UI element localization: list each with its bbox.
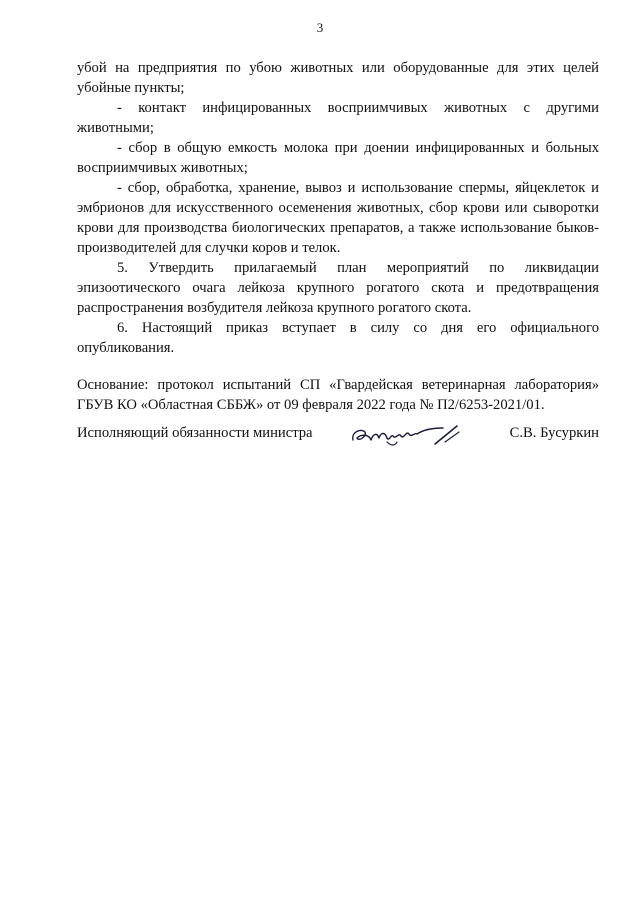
signatory-position: Исполняющий обязанности министра <box>77 425 313 441</box>
paragraph-slaughter: убой на предприятия по убою животных или оборудованные для этих целей убойные пункты; <box>77 60 599 96</box>
signature-block <box>77 420 599 450</box>
basis-paragraph: Основание: протокол испытаний СП «Гвардейская ветеринарная лаборатория» ГБУВ КО «Областная СББЖ» от 09 февраля 2022 года № П2/6253-2021/01. <box>77 377 599 413</box>
document-body <box>77 58 599 415</box>
paragraph-milk-collection: - сбор в общую емкость молока при доении инфицированных и больных восприимчивых животных; <box>77 140 599 176</box>
paragraph-item-6: 6. Настоящий приказ вступает в силу со дня его официального опубликования. <box>77 320 599 356</box>
handwritten-signature <box>347 420 467 450</box>
paragraph-item-5: 5. Утвердить прилагаемый план мероприятий по ликвидации эпизоотического очага лейкоза крупного рогатого скота и предотвращения распространения возбудителя лейкоза крупного рогатого скота. <box>77 260 599 316</box>
paragraph-sperm-embryos: - сбор, обработка, хранение, вывоз и использование спермы, яйцеклеток и эмбрионов для искусственного осеменения животных, сбор крови или сыворотки крови для производства биологических препаратов, а также использование быков-производителей для случки коров и телок. <box>77 180 599 256</box>
signatory-name: С.В. Бусуркин <box>509 425 599 441</box>
paragraph-contact: - контакт инфицированных восприимчивых животных с другими животными; <box>77 100 599 136</box>
page-number: 3 <box>316 20 324 35</box>
